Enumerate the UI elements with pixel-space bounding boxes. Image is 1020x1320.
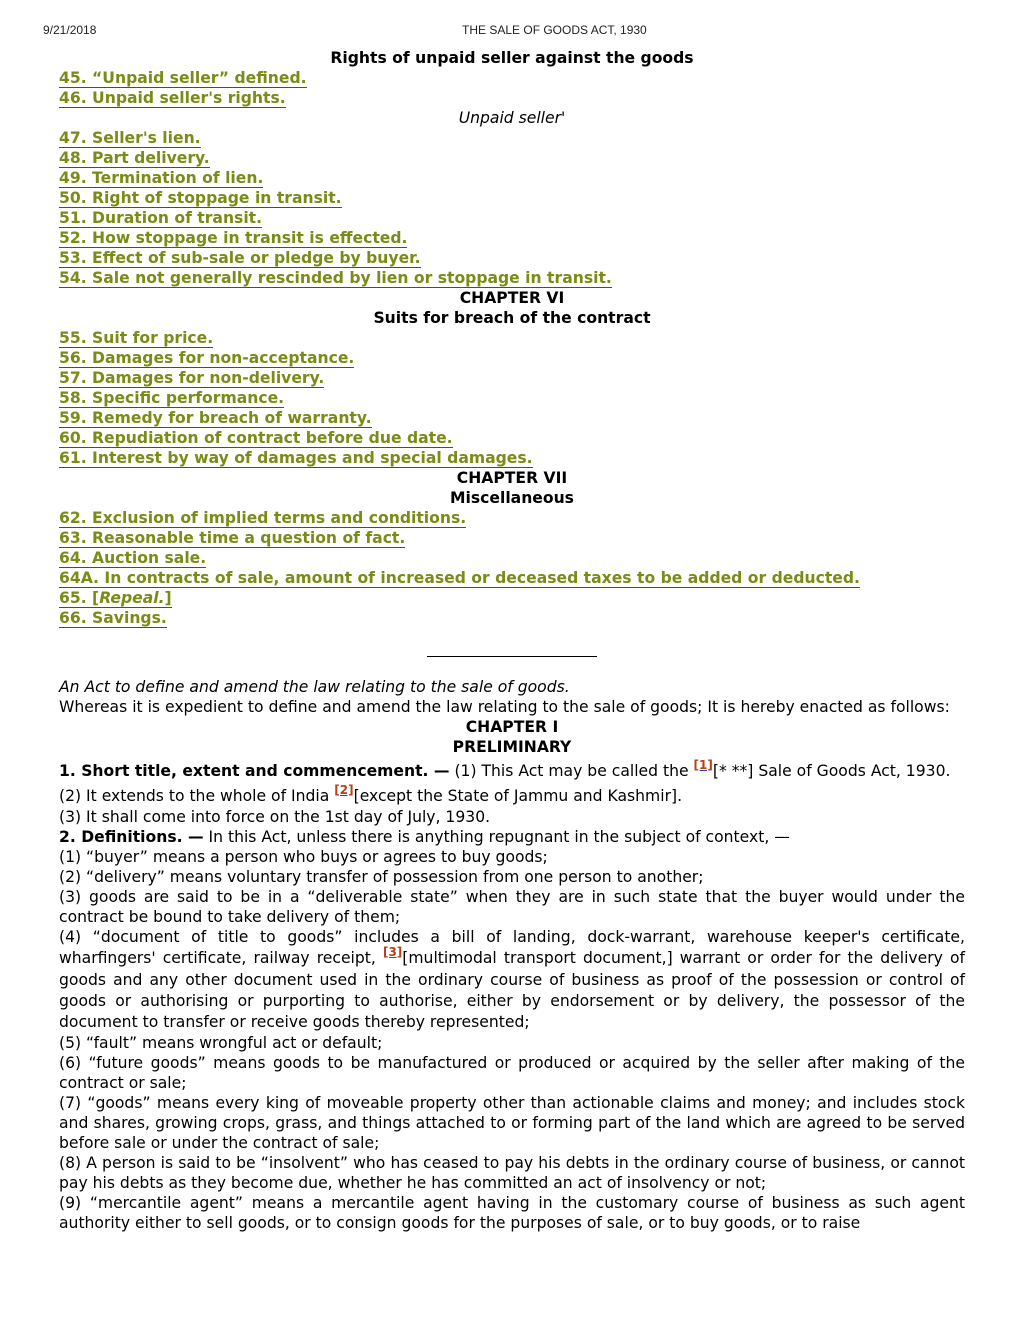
toc-link-65[interactable]: 65. [Repeal.] (59, 589, 172, 607)
toc-link-49[interactable]: 49. Termination of lien. (59, 169, 264, 187)
definition-6: (6) “future goods” means goods to be manufactured or produced or acquired by the seller after making of the contract or sale; (59, 1054, 965, 1092)
definition-2: (2) “delivery” means voluntary transfer of possession from one person to another; (59, 868, 704, 886)
act-long-title: An Act to define and amend the law relating to the sale of goods. (59, 678, 570, 696)
table-of-contents (59, 48, 965, 628)
document-content (59, 48, 965, 1233)
toc-link-47[interactable]: 47. Seller's lien. (59, 129, 201, 147)
toc-link-52[interactable]: 52. How stoppage in transit is effected. (59, 229, 408, 247)
toc-link-62[interactable]: 62. Exclusion of implied terms and conditions. (59, 509, 467, 527)
toc-link-54[interactable]: 54. Sale not generally rescinded by lien or stoppage in transit. (59, 269, 612, 287)
chapter-1-title: PRELIMINARY (452, 738, 572, 756)
preamble: Whereas it is expedient to define and amend the law relating to the sale of goods; It is hereby enacted as follows: (59, 698, 950, 716)
footnote-1-link[interactable]: [1] (693, 758, 713, 772)
toc-link-55[interactable]: 55. Suit for price. (59, 329, 214, 347)
toc-link-66[interactable]: 66. Savings. (59, 609, 167, 627)
toc-link-59[interactable]: 59. Remedy for breach of warranty. (59, 409, 372, 427)
toc-chapter-6-title: Suits for breach of the contract (373, 309, 651, 327)
definition-8: (8) A person is said to be “insolvent” who has ceased to pay his debts in the ordinary course of business, or cannot pay his debts as they become due, whether he has committed an act of insolvency or not; (59, 1154, 965, 1192)
section-1-para-1: 1. Short title, extent and commencement. — (1) This Act may be called the [1][* **] Sale of Goods Act, 1930. (59, 758, 951, 780)
toc-link-53[interactable]: 53. Effect of sub-sale or pledge by buyer. (59, 249, 421, 267)
toc-link-56[interactable]: 56. Damages for non-acceptance. (59, 349, 355, 367)
section-2-intro: 2. Definitions. — In this Act, unless there is anything repugnant in the subject of context, — (59, 828, 790, 846)
section-divider (427, 656, 597, 657)
footnote-3-link[interactable]: [3] (382, 945, 403, 959)
definition-9: (9) “mercantile agent” means a mercantile agent having in the customary course of business as such agent authority either to sell goods, or to consign goods for the purposes of sale, or to buy goods, or to raise (59, 1194, 965, 1232)
page-header (0, 23, 1020, 39)
section-1-para-3: (3) It shall come into force on the 1st day of July, 1930. (59, 808, 491, 826)
toc-link-58[interactable]: 58. Specific performance. (59, 389, 285, 407)
definition-7: (7) “goods” means every king of moveable property other than actionable claims and money; and includes stock and shares, growing crops, grass, and things attached to or forming part of the land which are agreed to be served before sale or under the contract of sale; (59, 1094, 965, 1152)
print-date: 9/21/2018 (43, 23, 97, 37)
toc-link-60[interactable]: 60. Repudiation of contract before due date. (59, 429, 453, 447)
document-title: THE SALE OF GOODS ACT, 1930 (462, 23, 647, 37)
section-2-heading: 2. Definitions. — (59, 828, 204, 846)
definition-4: (4) “document of title to goods” includes a bill of landing, dock-warrant, warehouse keeper's certificate, wharfingers' certificate, railway receipt, [3][multimodal transport document,] warrant or order for the delivery of goods and any other document used in the ordinary course of business as proof of the possession or control of goods or authorising or purporting to authorise, either by endorsement or by delivery, the possessor of the document to transfer or receive goods thereby represented; (59, 928, 965, 1031)
toc-chapter-7: CHAPTER VII (456, 469, 568, 487)
toc-subheading-unpaid-seller: Unpaid seller' (458, 109, 566, 127)
toc-link-51[interactable]: 51. Duration of transit. (59, 209, 263, 227)
definition-1: (1) “buyer” means a person who buys or agrees to buy goods; (59, 848, 548, 866)
chapter-1-heading: CHAPTER I (465, 718, 559, 736)
toc-heading-rights: Rights of unpaid seller against the goods (330, 49, 694, 67)
toc-link-46[interactable]: 46. Unpaid seller's rights. (59, 89, 286, 107)
toc-link-63[interactable]: 63. Reasonable time a question of fact. (59, 529, 406, 547)
toc-link-64a[interactable]: 64A. In contracts of sale, amount of increased or deceased taxes to be added or deducted. (59, 569, 860, 587)
toc-link-48[interactable]: 48. Part delivery. (59, 149, 210, 167)
toc-link-64[interactable]: 64. Auction sale. (59, 549, 207, 567)
toc-link-57[interactable]: 57. Damages for non-delivery. (59, 369, 325, 387)
toc-chapter-6: CHAPTER VI (459, 289, 565, 307)
footnote-2-link[interactable]: [2] (334, 783, 354, 797)
toc-link-61[interactable]: 61. Interest by way of damages and special damages. (59, 449, 533, 467)
definition-3: (3) goods are said to be in a “deliverable state” when they are in such state that the buyer would under the contract be bound to take delivery of them; (59, 888, 965, 926)
toc-link-45[interactable]: 45. “Unpaid seller” defined. (59, 69, 307, 87)
toc-chapter-7-title: Miscellaneous (450, 489, 574, 507)
toc-link-50[interactable]: 50. Right of stoppage in transit. (59, 189, 342, 207)
definition-5: (5) “fault” means wrongful act or default; (59, 1034, 383, 1052)
section-1-para-2: (2) It extends to the whole of India [2][except the State of Jammu and Kashmir]. (59, 783, 683, 805)
section-1-heading: 1. Short title, extent and commencement. — (59, 762, 450, 780)
